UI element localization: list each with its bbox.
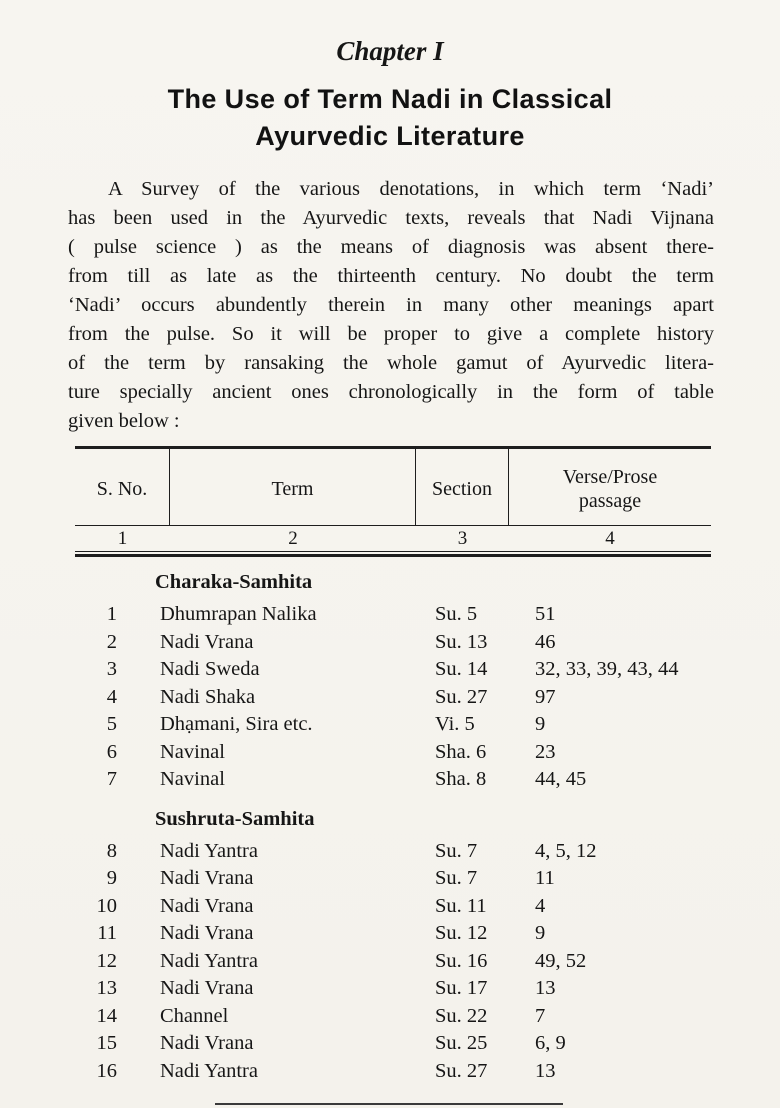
- paragraph-line: from the pulse. So it will be proper to give a complete history: [68, 323, 714, 345]
- cell-term: Nadi Vrana: [160, 977, 254, 999]
- cell-verse: 9: [535, 922, 546, 944]
- paragraph-line: has been used in the Ayurvedic texts, reveals that Nadi Vijnana: [68, 207, 714, 229]
- cell-sno: 13: [96, 977, 117, 999]
- paragraph-line: given below :: [68, 410, 180, 432]
- cell-section: Vi. 5: [435, 713, 475, 735]
- column-number-1: 1: [117, 528, 128, 549]
- intro-paragraph: [68, 175, 714, 436]
- table-row: [75, 1058, 711, 1086]
- cell-verse: 51: [535, 603, 556, 625]
- table-row: [75, 739, 711, 767]
- cell-verse: 11: [535, 867, 555, 889]
- table-row: [75, 601, 711, 629]
- cell-section: Su. 12: [435, 922, 488, 944]
- table-row: [75, 948, 711, 976]
- table-row: [75, 629, 711, 657]
- cell-verse: 97: [535, 685, 556, 708]
- cell-term: Navinal: [160, 768, 225, 790]
- cell-sno: 16: [96, 1059, 117, 1082]
- cell-sno: 15: [96, 1032, 117, 1054]
- cell-section: Sha. 8: [435, 768, 487, 790]
- paragraph-line: ( pulse science ) as the means of diagnosis was absent there-: [68, 236, 714, 258]
- cell-sno: 3: [106, 658, 117, 680]
- cell-verse: 46: [535, 630, 556, 653]
- chapter-title: Chapter I: [336, 36, 444, 66]
- page-title-line1: The Use of Term Nadi in Classical: [167, 84, 613, 114]
- cell-term: Nadi Vrana: [160, 894, 254, 917]
- cell-sno: 6: [106, 740, 117, 763]
- cell-verse: 13: [535, 1059, 556, 1082]
- table-row: [75, 1003, 711, 1031]
- table-row: [75, 865, 711, 893]
- table-row: [75, 838, 711, 866]
- header-cell-verse-label: Verse/Prose passage: [562, 466, 658, 512]
- cell-section: Sha. 6: [435, 740, 487, 763]
- cell-term: Nadi Vrana: [160, 1032, 254, 1054]
- cell-sno: 1: [106, 603, 117, 625]
- table-row: [75, 920, 711, 948]
- cell-verse: 13: [535, 977, 556, 999]
- section-heading: Sushruta-Samhita: [155, 807, 315, 830]
- cell-sno: 2: [106, 630, 117, 653]
- header-cell-sno: S. No.: [75, 449, 170, 525]
- page-title-line2: Ayurvedic Literature: [255, 121, 525, 151]
- table-row: [75, 1030, 711, 1058]
- cell-term: Nadi Vrana: [160, 630, 254, 653]
- paragraph-line: of the term by ransaking the whole gamut of Ayurvedic litera-: [68, 352, 714, 374]
- cell-verse: 4: [535, 894, 546, 917]
- cell-section: Su. 16: [435, 949, 488, 972]
- cell-sno: 7: [106, 768, 117, 790]
- cell-term: Nadi Vrana: [160, 922, 254, 944]
- cell-term: Channel: [160, 1004, 229, 1027]
- column-number-4: 4: [605, 528, 615, 549]
- cell-section: Su. 11: [435, 894, 487, 917]
- header-cell-term: Term: [170, 449, 416, 525]
- header-cell-section: Section: [416, 449, 509, 525]
- cell-sno: 14: [96, 1004, 117, 1027]
- cell-sno: 12: [96, 949, 117, 972]
- cell-term: Nadi Yantra: [160, 949, 258, 972]
- cell-verse: 6, 9: [535, 1032, 566, 1054]
- cell-section: Su. 13: [435, 630, 488, 653]
- cell-section: Su. 7: [435, 867, 478, 889]
- table-row: [75, 656, 711, 684]
- cell-section: Su. 27: [435, 1059, 488, 1082]
- cell-term: Nadi Yantra: [160, 1059, 258, 1082]
- table-row: [75, 711, 711, 739]
- paragraph-line: ture specially ancient ones chronologically in the form of table: [68, 381, 714, 403]
- column-number-row: [75, 526, 711, 552]
- cell-section: Su. 14: [435, 658, 488, 680]
- paragraph-line: ‘Nadi’ occurs abundently therein in many other meanings apart: [68, 294, 714, 316]
- cell-verse: 7: [535, 1004, 546, 1027]
- table-header-row: [75, 449, 711, 526]
- page-bottom-rule: [215, 1103, 563, 1105]
- cell-verse: 23: [535, 740, 556, 763]
- cell-term: Navinal: [160, 740, 225, 763]
- paragraph-line: A Survey of the various denotations, in which term ‘Nadi’: [108, 178, 714, 200]
- cell-section: Su. 7: [435, 839, 478, 862]
- cell-term: Nadi Sweda: [160, 658, 260, 680]
- page-title: [0, 81, 780, 155]
- paragraph-line: from till as late as the thirteenth century. No doubt the term: [68, 265, 714, 287]
- cell-section: Su. 25: [435, 1032, 488, 1054]
- cell-section: Su. 17: [435, 977, 488, 999]
- cell-sno: 5: [106, 713, 117, 735]
- cell-sno: 4: [106, 685, 117, 708]
- table-row: [75, 684, 711, 712]
- header-cell-verse: [509, 449, 711, 525]
- cell-verse: 44, 45: [535, 768, 587, 790]
- cell-sno: 10: [96, 894, 117, 917]
- section-heading: Charaka-Samhita: [155, 571, 313, 593]
- cell-section: Su. 22: [435, 1004, 488, 1027]
- cell-term: Nadi Yantra: [160, 839, 258, 862]
- table-row: [75, 893, 711, 921]
- table-body: [75, 557, 711, 1085]
- cell-section: Su. 27: [435, 685, 488, 708]
- cell-section: Su. 5: [435, 603, 478, 625]
- cell-verse: 32, 33, 39, 43, 44: [535, 658, 679, 680]
- cell-verse: 4, 5, 12: [535, 839, 597, 862]
- cell-verse: 9: [535, 713, 546, 735]
- table-row: [75, 975, 711, 1003]
- cell-term: Dhumrapan Nalika: [160, 603, 317, 625]
- cell-sno: 8: [106, 839, 117, 862]
- column-number-3: 3: [457, 528, 468, 549]
- nadi-term-table: [75, 446, 711, 1085]
- cell-term: Nadi Shaka: [160, 685, 256, 708]
- cell-term: Nadi Vrana: [160, 867, 254, 889]
- cell-sno: 11: [97, 922, 117, 944]
- cell-sno: 9: [106, 867, 117, 889]
- cell-verse: 49, 52: [535, 949, 587, 972]
- column-number-2: 2: [288, 528, 298, 549]
- cell-term: Dhạmani, Sira etc.: [160, 713, 313, 735]
- table-row: [75, 766, 711, 794]
